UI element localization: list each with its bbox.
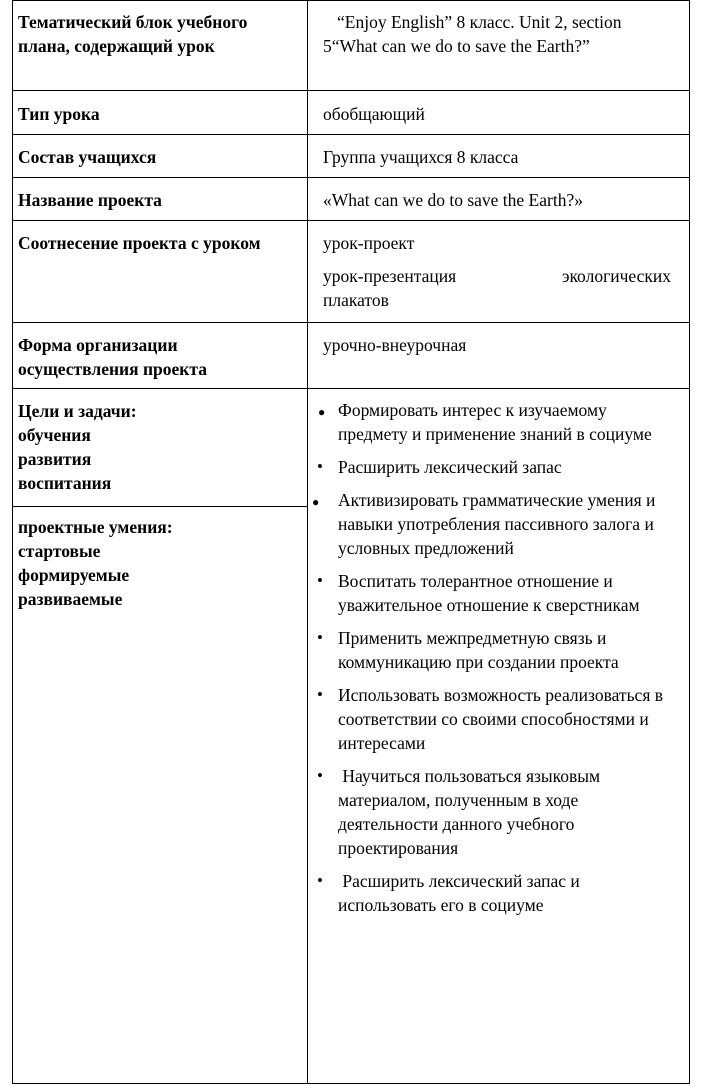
bullet-icon: •: [317, 871, 323, 890]
label-skills-line: развиваемые: [18, 589, 123, 609]
column-divider: [307, 1, 308, 1083]
goal-text: Формировать интерес к изучаемому предмету и применение знаний в социуме: [338, 400, 652, 444]
label-students: Состав учащихся: [18, 147, 157, 167]
list-item: [310, 626, 676, 674]
list-item: [310, 869, 676, 917]
goal-text: Расширить лексический запас и использовать его в социуме: [338, 871, 585, 915]
goal-text: Научиться пользоваться языковым материалом, полученным в ходе деятельности данного учебного проектирования: [338, 766, 605, 858]
label-skills-line: стартовые: [18, 541, 101, 561]
bullet-icon: •: [317, 766, 323, 785]
label-goals-line: развития: [18, 449, 92, 469]
label-skills-line: формируемые: [18, 565, 130, 585]
list-item: [310, 455, 676, 479]
row-divider: [13, 506, 307, 507]
value-project-relation-2: [323, 264, 671, 288]
value-project-name: «What can we do to save the Earth?»: [323, 190, 583, 210]
label-skills-line: проектные умения:: [18, 517, 173, 537]
value-organization-form: урочно-внеурочная: [323, 335, 467, 355]
label-project-relation: Соотнесение проекта с уроком: [18, 233, 261, 253]
label-goals-line: воспитания: [18, 473, 112, 493]
value-project-relation-1: урок-проект: [323, 233, 415, 253]
bullet-icon: •: [317, 628, 323, 647]
list-item: [310, 764, 676, 860]
label-goals-line: Цели и задачи:: [18, 401, 137, 421]
bullet-icon: ●: [312, 495, 320, 509]
value-project-relation-2b: экологических: [561, 266, 671, 286]
row-divider: [13, 388, 689, 389]
bullet-icon: •: [317, 457, 323, 476]
goal-text: Применить межпредметную связь и коммуникацию при создании проекта: [338, 628, 619, 672]
row-divider: [13, 322, 689, 323]
row-divider: [13, 90, 689, 91]
label-thematic-block: Тематический блок учебного плана, содержащий урок: [18, 12, 248, 56]
bullet-icon: ●: [318, 405, 326, 419]
goal-text: Расширить лексический запас: [338, 457, 562, 477]
label-lesson-type: Тип урока: [18, 104, 100, 124]
list-item: [310, 488, 676, 560]
list-item: [310, 569, 676, 617]
label-goals-line: обучения: [18, 425, 91, 445]
row-divider: [13, 134, 689, 135]
list-item: [310, 683, 676, 755]
label-organization-form: Форма организации осуществления проекта: [18, 335, 207, 379]
label-project-skills: [18, 515, 280, 611]
value-lesson-type: обобщающий: [323, 104, 425, 124]
value-project-relation-2a: урок-презентация: [323, 266, 457, 286]
value-thematic-block: “Enjoy English” 8 класс. Unit 2, section 5“What can we do to save the Earth?”: [323, 12, 622, 56]
row-divider: [13, 177, 689, 178]
bullet-icon: •: [317, 685, 323, 704]
goal-text: Воспитать толерантное отношение и уважительное отношение к сверстникам: [338, 571, 640, 615]
row-divider: [13, 220, 689, 221]
value-students: Группа учащихся 8 класса: [323, 147, 519, 167]
goal-text: Активизировать грамматические умения и навыки употребления пассивного залога и условных предложений: [338, 490, 656, 558]
label-goals: [18, 399, 280, 495]
label-project-name: Название проекта: [18, 190, 162, 210]
value-project-relation-2c: плакатов: [323, 290, 389, 310]
list-item: [310, 398, 676, 446]
goals-list: [310, 398, 676, 926]
goal-text: Использовать возможность реализоваться в соответствии со своими способностями и интересами: [338, 685, 664, 753]
bullet-icon: •: [317, 571, 323, 590]
